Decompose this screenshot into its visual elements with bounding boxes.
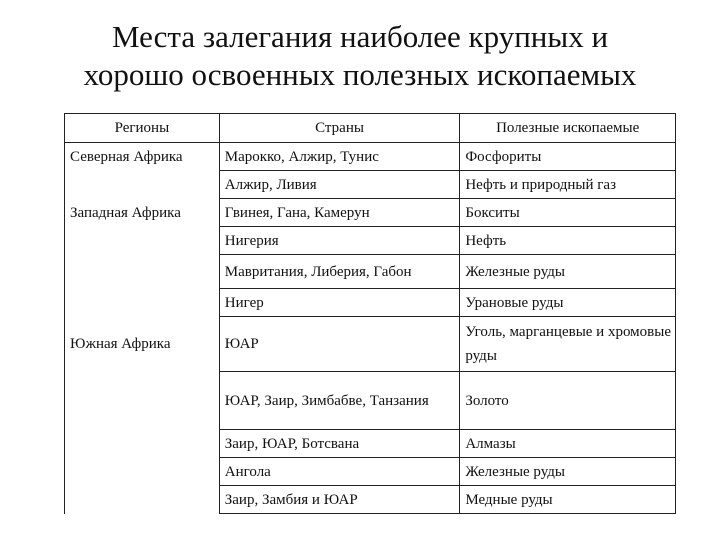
country-cell: Заир, Замбия и ЮАР: [219, 486, 460, 514]
table-row: [65, 199, 676, 227]
header-mineral: Полезные ископаемые: [460, 114, 676, 143]
table-row: [65, 171, 676, 199]
mineral-cell: Железные руды: [460, 458, 676, 486]
country-cell: ЮАР, Заир, Зимбабве, Танзания: [219, 372, 460, 430]
mineral-cell: Нефть: [460, 227, 676, 255]
country-cell: Алжир, Ливия: [219, 171, 460, 199]
region-cell-empty: [65, 227, 220, 255]
region-cell-empty: [65, 458, 220, 486]
table-row: [65, 255, 676, 289]
table-row: [65, 317, 676, 372]
table-row: [65, 227, 676, 255]
table-row: [65, 372, 676, 430]
country-cell: ЮАР: [219, 317, 460, 372]
country-cell: Заир, ЮАР, Ботсвана: [219, 430, 460, 458]
mineral-cell: Нефть и природный газ: [460, 171, 676, 199]
header-region: Регионы: [65, 114, 220, 143]
slide-title-line-1: Места залегания наиболее крупных и: [111, 19, 609, 54]
table-row: [65, 143, 676, 171]
country-cell: Мавритания, Либерия, Габон: [219, 255, 460, 289]
country-cell: Нигер: [219, 289, 460, 317]
mineral-cell: Уголь, марганцевые и хромовые руды: [460, 317, 676, 372]
region-cell-empty: [65, 289, 220, 317]
region-cell: Северная Африка: [65, 143, 220, 171]
header-country: Страны: [219, 114, 460, 143]
mineral-cell: Железные руды: [460, 255, 676, 289]
country-cell: Ангола: [219, 458, 460, 486]
mineral-cell: Фосфориты: [460, 143, 676, 171]
mineral-cell: Алмазы: [460, 430, 676, 458]
mineral-cell: Медные руды: [460, 486, 676, 514]
region-cell-empty: [65, 372, 220, 430]
table-row: [65, 458, 676, 486]
country-cell: Нигерия: [219, 227, 460, 255]
slide-title: [0, 18, 720, 94]
table-row: [65, 289, 676, 317]
mineral-cell: Урановые руды: [460, 289, 676, 317]
region-cell: Западная Африка: [65, 199, 220, 227]
table-row: [65, 430, 676, 458]
region-cell-empty: [65, 171, 220, 199]
mineral-cell: Бокситы: [460, 199, 676, 227]
region-cell-empty: [65, 486, 220, 514]
table-row: [65, 486, 676, 514]
table-header-row: [65, 114, 676, 143]
region-cell-empty: [65, 255, 220, 289]
slide-title-line-2: хорошо освоенных полезных ископаемых: [83, 57, 637, 92]
region-cell: Южная Африка: [65, 317, 220, 372]
minerals-table: [64, 113, 676, 514]
country-cell: Гвинея, Гана, Камерун: [219, 199, 460, 227]
mineral-cell: Золото: [460, 372, 676, 430]
country-cell: Марокко, Алжир, Тунис: [219, 143, 460, 171]
region-cell-empty: [65, 430, 220, 458]
